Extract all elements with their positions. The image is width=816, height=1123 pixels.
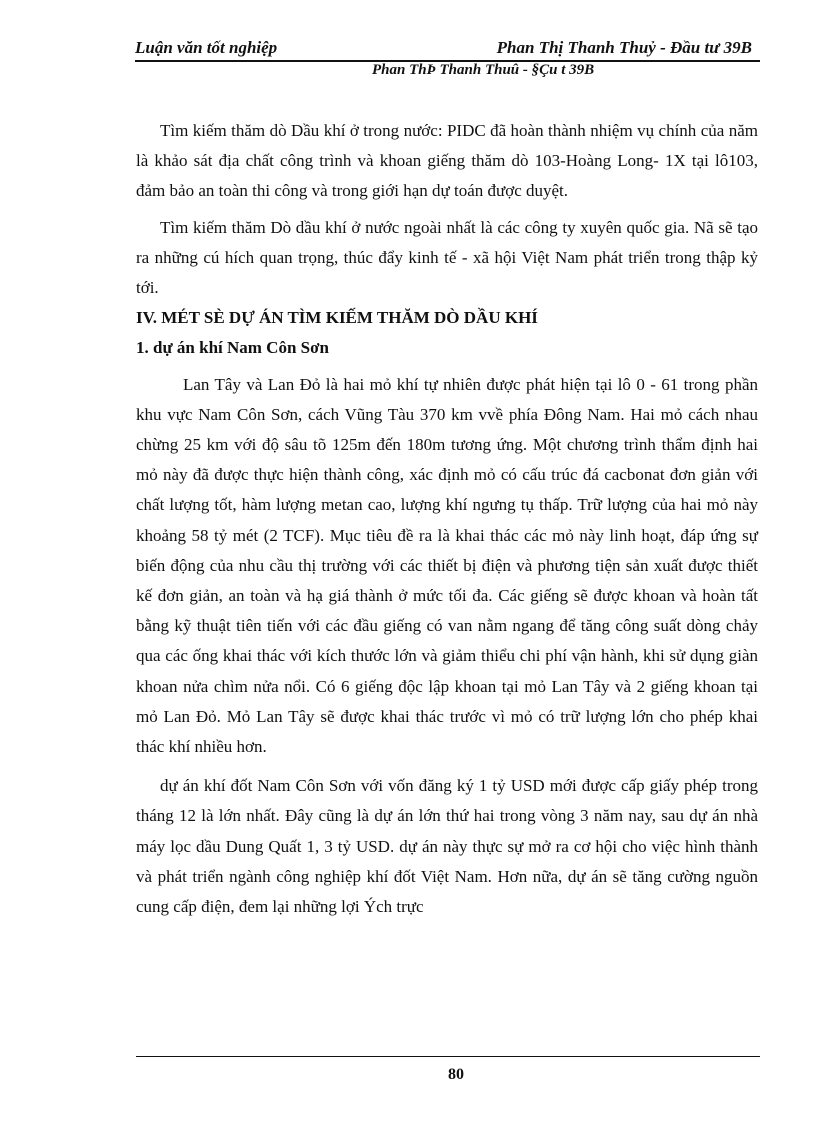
footer-divider xyxy=(136,1056,760,1057)
paragraph-nam-con-son-project: dự án khí đốt Nam Côn Sơn với vốn đăng ký 1 tỷ USD mới được cấp giấy phép trong tháng 12 là lớn nhất. Đây cũng là dự án lớn thứ hai trong vòng 3 năm nay, sau dự án nhà máy lọc dầu Dung Quất 1, 3 tỷ USD. dự án này thực sự mở ra cơ hội cho việc hình thành và phát triển ngành công nghiệp khí đốt Việt Nam. Hơn nữa, dự án sẽ tăng cường nguồn cung cấp điện, đem lại những lợi Ých trực xyxy=(136,776,758,917)
subsection-heading: 1. dự án khí Nam Côn Sơn xyxy=(136,338,329,358)
page-number-value: 80 xyxy=(448,1066,464,1083)
page-header xyxy=(135,38,760,62)
paragraph-domestic-exploration: Tìm kiếm thăm dò Dầu khí ở trong nước: PIDC đã hoàn thành nhiệm vụ chính của năm là khảo sát địa chất công trình và khoan giếng thăm dò 103-Hoàng Long- 1X tại lô103, đảm bảo an toàn thi công và trong giới hạn dự toán được duyệt. xyxy=(136,121,758,201)
paragraph-lan-tay-lan-do: Lan Tây và Lan Đỏ là hai mỏ khí tự nhiên được phát hiện tại lô 0 - 61 trong phần khu vực Nam Côn Sơn, cách Vũng Tàu 370 km vvề phía Đông Nam. Hai mỏ cách nhau chừng 25 km với độ sâu tõ 125m đến 180m tương ứng. Một chương trình thẩm định hai mỏ này đã được thực hiện thành công, xác định mỏ có cấu trúc đá cacbonat đơn giản với chất lượng tốt, hàm lượng metan cao, lượng khí ngưng tụ thấp. Trữ lượng của hai mỏ này khoảng 58 tỷ mét (2 TCF). Mục tiêu đề ra là khai thác các mỏ này linh hoạt, đáp ứng sự biến động của nhu cầu thị trường với các thiết bị điện và phương tiện sản xuất được thiết kế đơn giản, an toàn và hạ giá thành ở mức tối đa. Các giếng sẽ được khoan và hoàn tất bằng kỹ thuật tiên tiến với các đầu giếng có van nằm ngang để tăng công suất dòng chảy qua các ống khai thác với kích thước lớn và giảm thiểu chi phí vận hành, khi sử dụng giàn khoan nửa chìm nửa nổi. Có 6 giếng độc lập khoan tại mỏ Lan Tây và 2 giếng khoan tại mỏ Lan Đỏ. Mỏ Lan Tây sẽ được khai thác trước vì mỏ có trữ lượng lớn cho phép khai thác khí nhiều hơn. xyxy=(136,374,758,757)
section-heading: IV. MÉT SÈ DỰ ÁN TÌM KIẾM THĂM DÒ DẦU KHÍ xyxy=(136,308,538,328)
header-author: Phan Thị Thanh Thuỷ - Đầu tư 39B xyxy=(496,38,752,57)
page-number xyxy=(0,1066,816,1084)
header-author-garbled: Phan ThÞ Thanh Thuû - §Çu t 39B xyxy=(372,62,595,78)
paragraph-foreign-exploration: Tìm kiếm thăm Dò dầu khí ở nước ngoài nhất là các công ty xuyên quốc gia. Nã sẽ tạo ra những cú hích quan trọng, thúc đẩy kinh tế - xã hội Việt Nam phát triển trong thập kỷ tới. xyxy=(136,217,758,298)
page-body xyxy=(136,116,758,922)
header-thesis-title: Luận văn tốt nghiệp xyxy=(135,38,278,57)
